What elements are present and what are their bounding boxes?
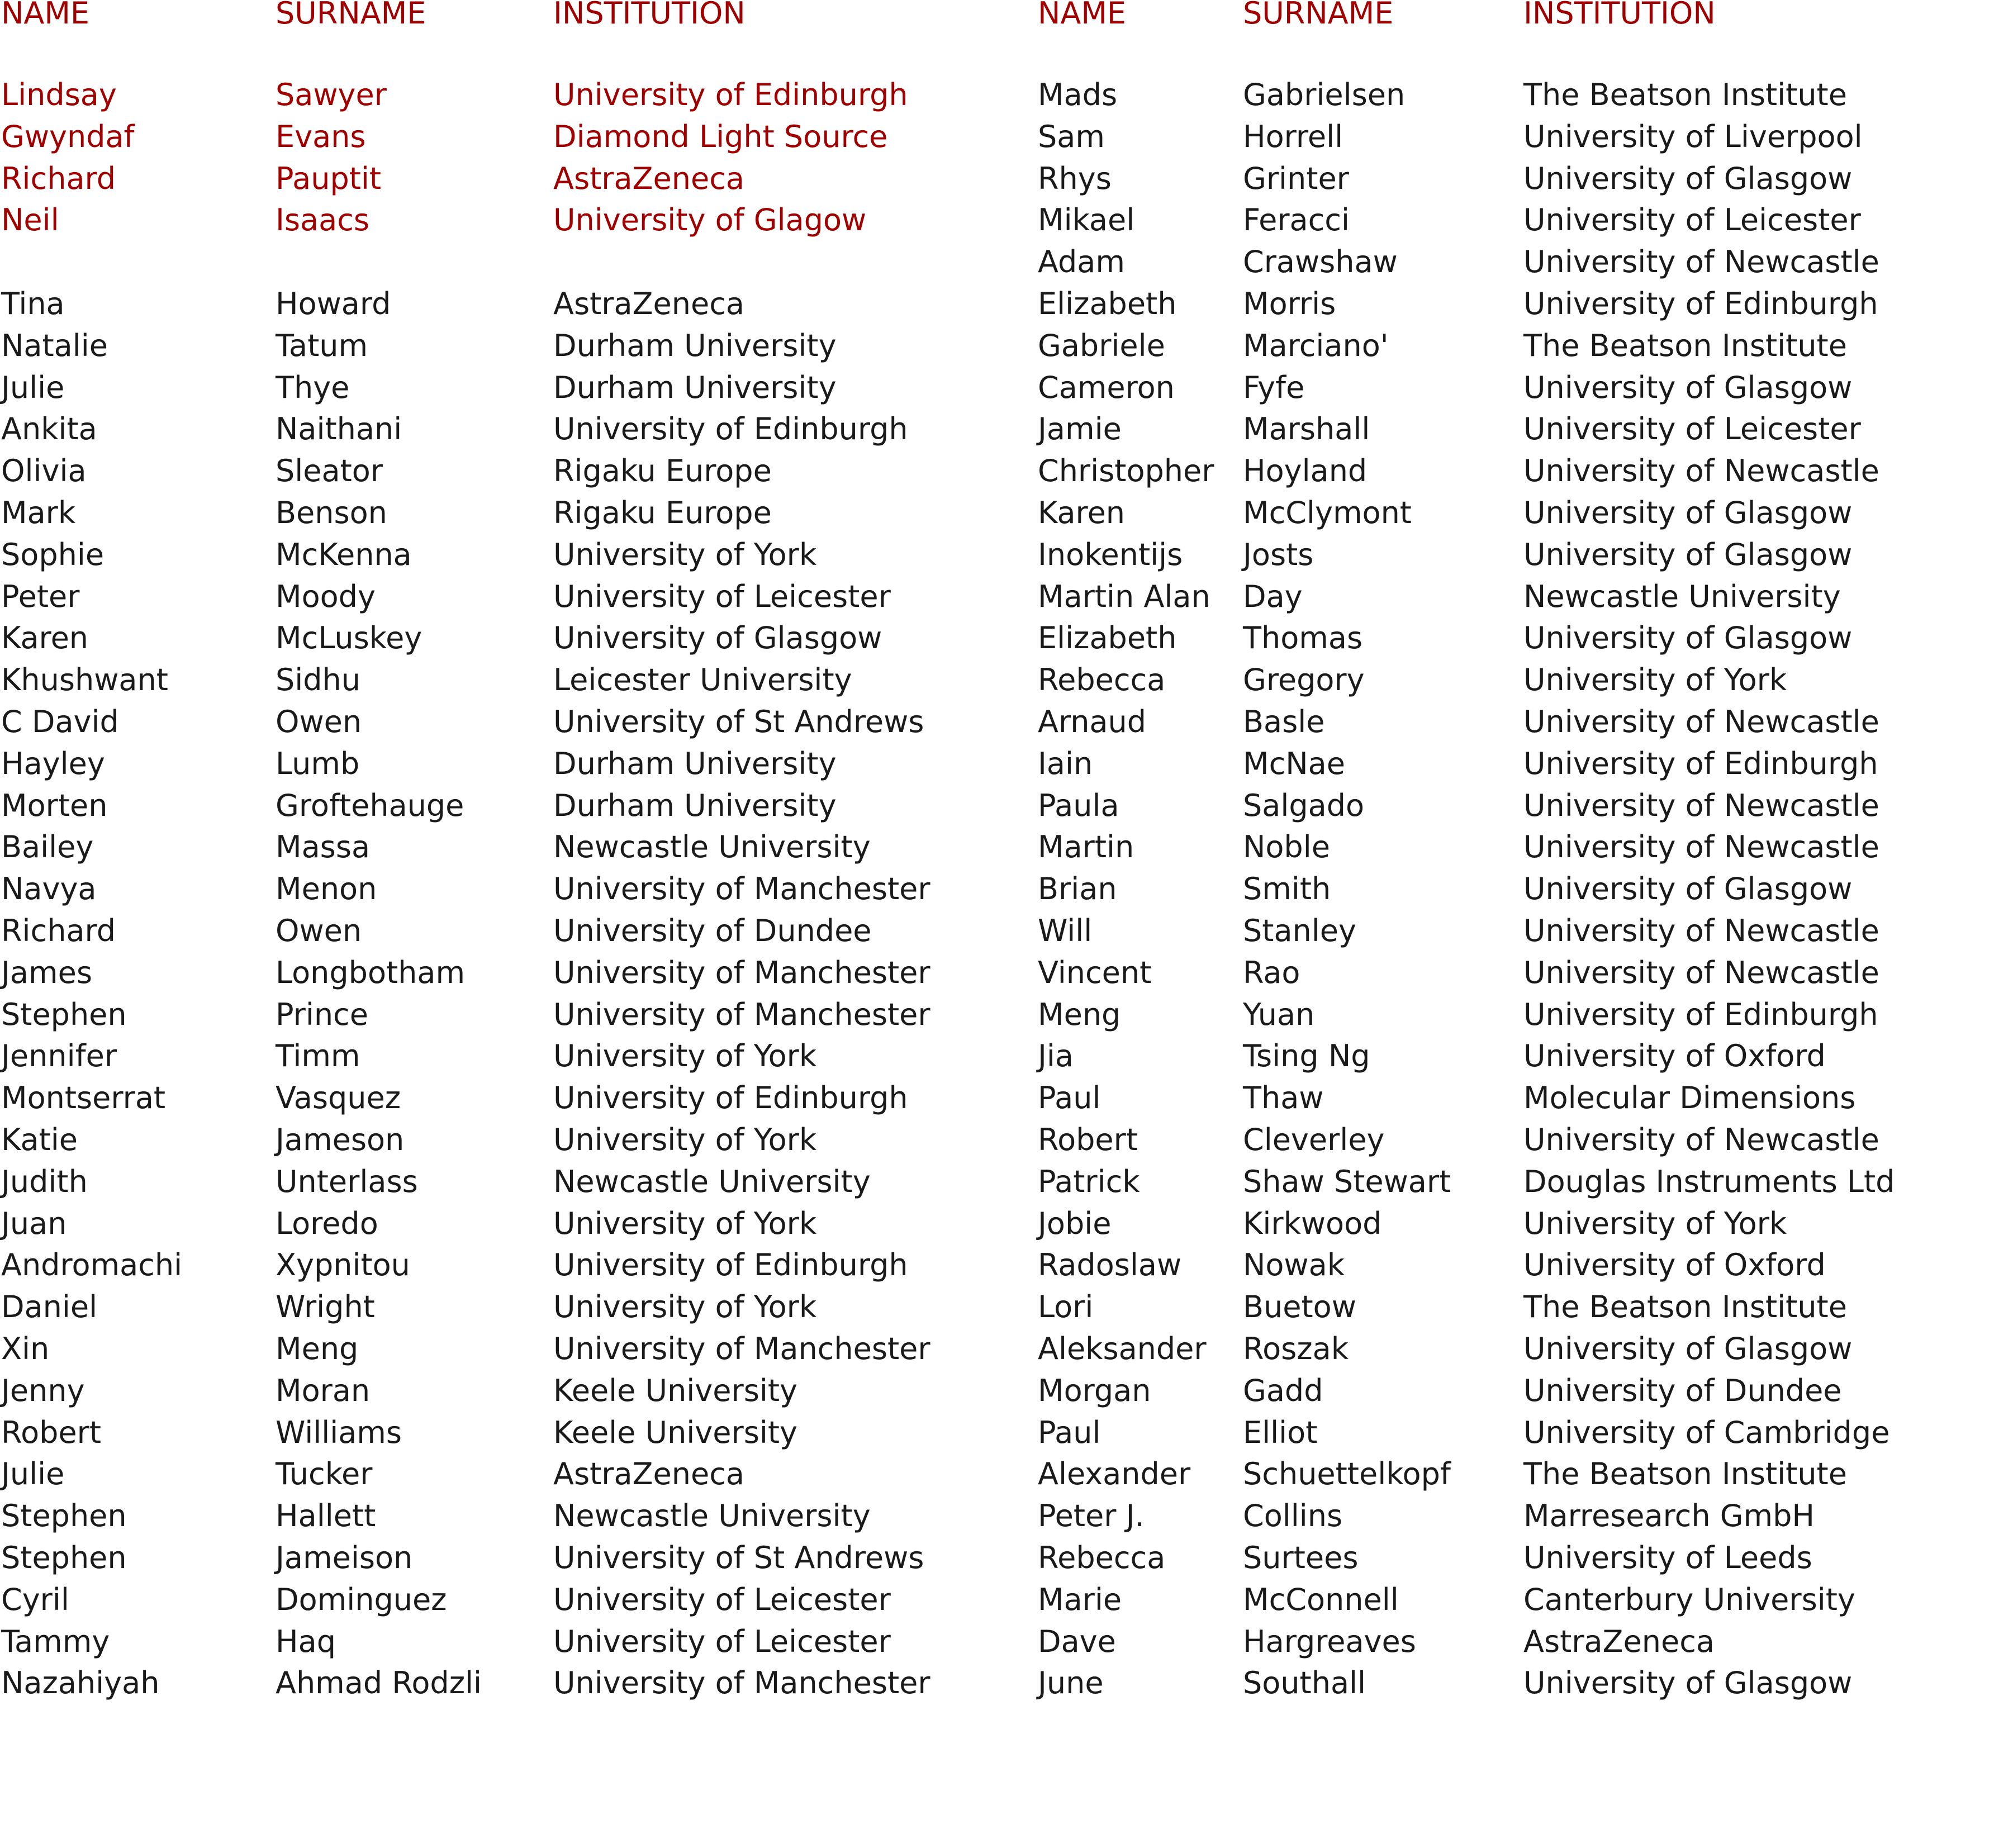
organizer-surname: Pauptit: [276, 160, 382, 196]
attendee-institution: Durham University: [553, 327, 837, 363]
attendee-name: Robert: [1, 1414, 102, 1450]
attendee-name: Inokentijs: [1038, 536, 1183, 572]
attendee-name: Karen: [1038, 495, 1126, 530]
attendee-institution: Newcastle University: [553, 1163, 871, 1199]
attendee-institution: University of Dundee: [1523, 1372, 1842, 1408]
attendee-surname: Tucker: [276, 1456, 373, 1492]
attendee-institution: University of Cambridge: [1523, 1414, 1890, 1450]
organizer-name: Neil: [1, 202, 59, 238]
attendee-institution: University of Newcastle: [1523, 954, 1879, 990]
attendee-surname: Benson: [276, 495, 387, 530]
attendee-surname: Hoyland: [1243, 453, 1368, 489]
attendee-institution: University of Edinburgh: [1523, 745, 1878, 781]
attendee-name: Peter: [1, 578, 80, 614]
attendee-name: Rebecca: [1038, 662, 1166, 698]
attendee-surname: Tatum: [276, 327, 368, 363]
attendee-name: Radoslaw: [1038, 1247, 1182, 1283]
attendee-surname: McKenna: [276, 536, 412, 572]
attendee-surname: Williams: [276, 1414, 402, 1450]
attendee-name: Alexander: [1038, 1456, 1191, 1492]
attendee-institution: Keele University: [553, 1372, 797, 1408]
attendee-surname: Sidhu: [276, 662, 361, 698]
attendee-institution: The Beatson Institute: [1523, 77, 1847, 112]
attendee-surname: Southall: [1243, 1665, 1366, 1701]
attendee-institution: Newcastle University: [553, 829, 871, 865]
attendee-surname: Marshall: [1243, 411, 1370, 447]
attendee-institution: University of Glasgow: [1523, 1331, 1853, 1366]
attendee-institution: University of Dundee: [553, 913, 872, 948]
attendee-surname: McClymont: [1243, 495, 1412, 530]
attendee-institution: University of Manchester: [553, 871, 930, 907]
attendee-surname: Salgado: [1243, 787, 1365, 823]
organizer-institution: AstraZeneca: [553, 160, 744, 196]
attendee-institution: University of York: [553, 1122, 817, 1157]
attendee-surname: Dominguez: [276, 1581, 447, 1617]
attendee-institution: Leicester University: [553, 662, 852, 698]
organizer-institution: University of Glagow: [553, 202, 867, 238]
attendee-name: Martin Alan: [1038, 578, 1210, 614]
attendee-surname: Wright: [276, 1289, 375, 1325]
attendee-institution: Marresearch GmbH: [1523, 1498, 1815, 1534]
header-left-name: NAME: [1, 0, 90, 31]
attendee-name: Sam: [1038, 118, 1105, 154]
attendee-institution: University of York: [553, 1205, 817, 1241]
attendee-name: Jenny: [1, 1372, 85, 1408]
attendee-surname: Nowak: [1243, 1247, 1345, 1283]
attendee-surname: Thomas: [1243, 620, 1363, 656]
attendee-surname: Kirkwood: [1243, 1205, 1382, 1241]
attendee-name: James: [1, 954, 92, 990]
attendee-surname: Howard: [276, 286, 391, 321]
attendee-name: Dave: [1038, 1623, 1116, 1659]
attendee-surname: Hargreaves: [1243, 1623, 1416, 1659]
attendee-name: Tammy: [1, 1623, 110, 1659]
attendee-name: Rhys: [1038, 160, 1112, 196]
attendee-institution: University of Newcastle: [1523, 704, 1879, 739]
attendee-surname: Surtees: [1243, 1540, 1359, 1575]
attendee-name: Ankita: [1, 411, 97, 447]
organizer-surname: Evans: [276, 118, 366, 154]
organizer-name: Lindsay: [1, 77, 117, 112]
attendee-name: Olivia: [1, 453, 87, 489]
attendee-surname: Feracci: [1243, 202, 1350, 238]
attendee-name: Cameron: [1038, 369, 1175, 405]
attendee-institution: University of Glasgow: [1523, 495, 1853, 530]
attendee-name: Daniel: [1, 1289, 98, 1325]
attendee-surname: Jameson: [276, 1122, 405, 1157]
attendee-institution: The Beatson Institute: [1523, 1289, 1847, 1325]
attendee-institution: University of St Andrews: [553, 1540, 924, 1575]
attendee-institution: University of Glasgow: [1523, 160, 1853, 196]
attendee-surname: Haq: [276, 1623, 336, 1659]
attendee-institution: University of Glasgow: [1523, 620, 1853, 656]
attendee-name: Andromachi: [1, 1247, 183, 1283]
attendee-institution: Durham University: [553, 787, 837, 823]
attendee-name: Bailey: [1, 829, 94, 865]
attendee-institution: University of Glasgow: [1523, 369, 1853, 405]
attendee-name: C David: [1, 704, 119, 739]
attendee-name: Iain: [1038, 745, 1093, 781]
attendee-surname: Buetow: [1243, 1289, 1356, 1325]
attendee-surname: Groftehauge: [276, 787, 464, 823]
attendee-institution: University of Manchester: [553, 996, 930, 1032]
attendee-institution: University of York: [1523, 1205, 1787, 1241]
attendee-institution: The Beatson Institute: [1523, 327, 1847, 363]
attendee-surname: Roszak: [1243, 1331, 1349, 1366]
attendee-surname: Yuan: [1243, 996, 1315, 1032]
attendee-name: Morgan: [1038, 1372, 1151, 1408]
attendee-surname: Massa: [276, 829, 371, 865]
attendee-surname: Owen: [276, 913, 362, 948]
attendee-institution: Douglas Instruments Ltd: [1523, 1163, 1895, 1199]
attendee-name: Stephen: [1, 996, 127, 1032]
header-right-institution: INSTITUTION: [1523, 0, 1716, 31]
attendee-institution: Molecular Dimensions: [1523, 1080, 1856, 1116]
attendee-surname: Ahmad Rodzli: [276, 1665, 482, 1701]
attendee-surname: Xypnitou: [276, 1247, 410, 1283]
attendee-institution: Rigaku Europe: [553, 495, 772, 530]
attendee-name: Peter J.: [1038, 1498, 1145, 1534]
attendee-institution: University of Newcastle: [1523, 453, 1879, 489]
attendee-surname: Moran: [276, 1372, 371, 1408]
attendee-name: Stephen: [1, 1540, 127, 1575]
attendee-name: Mark: [1, 495, 76, 530]
attendee-institution: University of York: [553, 1038, 817, 1074]
attendee-institution: University of Glasgow: [1523, 1665, 1853, 1701]
attendee-institution: Rigaku Europe: [553, 453, 772, 489]
attendee-name: Karen: [1, 620, 89, 656]
attendee-institution: University of Liverpool: [1523, 118, 1863, 154]
attendee-name: Brian: [1038, 871, 1117, 907]
attendee-surname: Owen: [276, 704, 362, 739]
attendee-name: Cyril: [1, 1581, 69, 1617]
attendee-name: Nazahiyah: [1, 1665, 160, 1701]
attendee-name: Tina: [1, 286, 65, 321]
attendee-institution: AstraZeneca: [553, 1456, 744, 1492]
attendee-institution: University of Newcastle: [1523, 913, 1879, 948]
attendee-surname: Smith: [1243, 871, 1331, 907]
header-left-institution: INSTITUTION: [553, 0, 746, 31]
attendee-institution: University of Newcastle: [1523, 787, 1879, 823]
attendee-institution: University of Edinburgh: [1523, 286, 1878, 321]
attendee-name: Judith: [1, 1163, 88, 1199]
attendee-surname: Grinter: [1243, 160, 1349, 196]
attendee-institution: University of Manchester: [553, 1665, 930, 1701]
attendee-surname: Thye: [276, 369, 350, 405]
attendee-name: Christopher: [1038, 453, 1214, 489]
attendee-surname: Josts: [1243, 536, 1314, 572]
attendee-institution: Canterbury University: [1523, 1581, 1855, 1617]
attendee-surname: McConnell: [1243, 1581, 1399, 1617]
attendee-institution: University of Manchester: [553, 1331, 930, 1366]
attendee-institution: University of Glasgow: [1523, 871, 1853, 907]
attendee-surname: Noble: [1243, 829, 1330, 865]
header-right-surname: SURNAME: [1243, 0, 1394, 31]
attendee-name: Katie: [1, 1122, 78, 1157]
attendee-name: Hayley: [1, 745, 105, 781]
attendee-institution: Durham University: [553, 369, 837, 405]
attendee-surname: McLuskey: [276, 620, 422, 656]
attendee-name: Khushwant: [1, 662, 168, 698]
attendee-institution: University of Oxford: [1523, 1247, 1826, 1283]
attendee-name: Marie: [1038, 1581, 1122, 1617]
attendee-name: Lori: [1038, 1289, 1094, 1325]
attendee-surname: Fyfe: [1243, 369, 1305, 405]
attendee-surname: Naithani: [276, 411, 402, 447]
attendee-institution: Newcastle University: [1523, 578, 1841, 614]
attendee-name: Sophie: [1, 536, 105, 572]
attendee-name: Natalie: [1, 327, 108, 363]
attendee-name: Xin: [1, 1331, 50, 1366]
attendee-name: Jamie: [1038, 411, 1122, 447]
attendee-institution: University of Edinburgh: [553, 411, 908, 447]
attendee-surname: Collins: [1243, 1498, 1343, 1534]
attendee-surname: Cleverley: [1243, 1122, 1385, 1157]
attendee-surname: Schuettelkopf: [1243, 1456, 1451, 1492]
attendee-surname: Horrell: [1243, 118, 1343, 154]
organizer-name: Gwyndaf: [1, 118, 135, 154]
attendee-surname: Shaw Stewart: [1243, 1163, 1451, 1199]
attendee-surname: Gregory: [1243, 662, 1365, 698]
attendee-name: Patrick: [1038, 1163, 1140, 1199]
attendee-institution: University of Leicester: [553, 1623, 891, 1659]
attendee-name: Aleksander: [1038, 1331, 1207, 1366]
attendee-surname: Meng: [276, 1331, 359, 1366]
attendee-name: Paul: [1038, 1080, 1101, 1116]
attendee-surname: Crawshaw: [1243, 244, 1398, 280]
attendee-name: Rebecca: [1038, 1540, 1166, 1575]
attendee-surname: Loredo: [276, 1205, 378, 1241]
attendee-name: Robert: [1038, 1122, 1138, 1157]
attendee-surname: Moody: [276, 578, 376, 614]
attendee-institution: University of Leicester: [553, 1581, 891, 1617]
attendee-institution: University of Edinburgh: [553, 1080, 908, 1116]
attendee-surname: McNae: [1243, 745, 1345, 781]
attendee-institution: University of St Andrews: [553, 704, 924, 739]
attendee-institution: University of Oxford: [1523, 1038, 1826, 1074]
attendee-institution: University of Edinburgh: [1523, 996, 1878, 1032]
attendee-name: Stephen: [1, 1498, 127, 1534]
attendee-institution: University of Glasgow: [1523, 536, 1853, 572]
attendee-surname: Basle: [1243, 704, 1325, 739]
header-right-name: NAME: [1038, 0, 1127, 31]
attendee-name: Vincent: [1038, 954, 1152, 990]
attendee-institution: AstraZeneca: [1523, 1623, 1715, 1659]
attendee-name: Martin: [1038, 829, 1134, 865]
attendee-institution: University of Edinburgh: [553, 1247, 908, 1283]
organizer-institution: Diamond Light Source: [553, 118, 888, 154]
attendee-surname: Hallett: [276, 1498, 376, 1534]
attendee-institution: University of Newcastle: [1523, 1122, 1879, 1157]
attendee-name: June: [1038, 1665, 1104, 1701]
attendee-surname: Rao: [1243, 954, 1300, 990]
attendee-surname: Gabrielsen: [1243, 77, 1406, 112]
organizer-name: Richard: [1, 160, 116, 196]
attendee-surname: Morris: [1243, 286, 1336, 321]
attendee-name: Arnaud: [1038, 704, 1147, 739]
attendee-name: Julie: [1, 369, 65, 405]
attendee-surname: Day: [1243, 578, 1303, 614]
organizer-surname: Sawyer: [276, 77, 387, 112]
attendee-surname: Tsing Ng: [1243, 1038, 1370, 1074]
attendee-name: Elizabeth: [1038, 620, 1177, 656]
attendee-surname: Vasquez: [276, 1080, 401, 1116]
attendee-name: Mikael: [1038, 202, 1135, 238]
attendee-name: Julie: [1, 1456, 65, 1492]
attendee-name: Meng: [1038, 996, 1121, 1032]
attendee-institution: AstraZeneca: [553, 286, 744, 321]
attendee-name: Richard: [1, 913, 116, 948]
attendee-name: Gabriele: [1038, 327, 1165, 363]
attendee-name: Adam: [1038, 244, 1125, 280]
attendee-institution: University of York: [1523, 662, 1787, 698]
attendee-institution: The Beatson Institute: [1523, 1456, 1847, 1492]
attendee-institution: University of Leicester: [1523, 411, 1861, 447]
header-left-surname: SURNAME: [276, 0, 426, 31]
attendee-name: Elizabeth: [1038, 286, 1177, 321]
attendee-surname: Prince: [276, 996, 368, 1032]
attendee-name: Paula: [1038, 787, 1119, 823]
attendee-surname: Stanley: [1243, 913, 1356, 948]
organizer-surname: Isaacs: [276, 202, 370, 238]
attendee-name: Jennifer: [1, 1038, 117, 1074]
attendee-institution: University of Newcastle: [1523, 829, 1879, 865]
attendee-surname: Thaw: [1243, 1080, 1324, 1116]
attendee-name: Morten: [1, 787, 108, 823]
attendee-name: Jobie: [1038, 1205, 1112, 1241]
attendee-surname: Jameison: [276, 1540, 413, 1575]
attendee-institution: Keele University: [553, 1414, 797, 1450]
attendee-surname: Lumb: [276, 745, 360, 781]
attendee-institution: University of Leicester: [1523, 202, 1861, 238]
attendee-surname: Unterlass: [276, 1163, 418, 1199]
attendee-name: Paul: [1038, 1414, 1101, 1450]
attendee-name: Will: [1038, 913, 1093, 948]
attendee-name: Juan: [1, 1205, 67, 1241]
attendee-institution: University of Newcastle: [1523, 244, 1879, 280]
attendee-surname: Sleator: [276, 453, 383, 489]
attendee-institution: Newcastle University: [553, 1498, 871, 1534]
attendee-surname: Timm: [276, 1038, 360, 1074]
attendee-institution: University of York: [553, 536, 817, 572]
attendee-surname: Menon: [276, 871, 377, 907]
attendee-institution: University of Glasgow: [553, 620, 882, 656]
attendee-institution: University of York: [553, 1289, 817, 1325]
organizer-institution: University of Edinburgh: [553, 77, 908, 112]
attendee-institution: University of Leicester: [553, 578, 891, 614]
attendee-name: Mads: [1038, 77, 1118, 112]
attendee-name: Montserrat: [1, 1080, 166, 1116]
attendee-institution: University of Leeds: [1523, 1540, 1812, 1575]
attendee-surname: Elliot: [1243, 1414, 1318, 1450]
attendee-name: Jia: [1038, 1038, 1074, 1074]
attendee-surname: Longbotham: [276, 954, 466, 990]
attendee-surname: Gadd: [1243, 1372, 1323, 1408]
attendee-surname: Marciano': [1243, 327, 1389, 363]
attendee-name: Navya: [1, 871, 97, 907]
attendee-institution: Durham University: [553, 745, 837, 781]
attendee-institution: University of Manchester: [553, 954, 930, 990]
